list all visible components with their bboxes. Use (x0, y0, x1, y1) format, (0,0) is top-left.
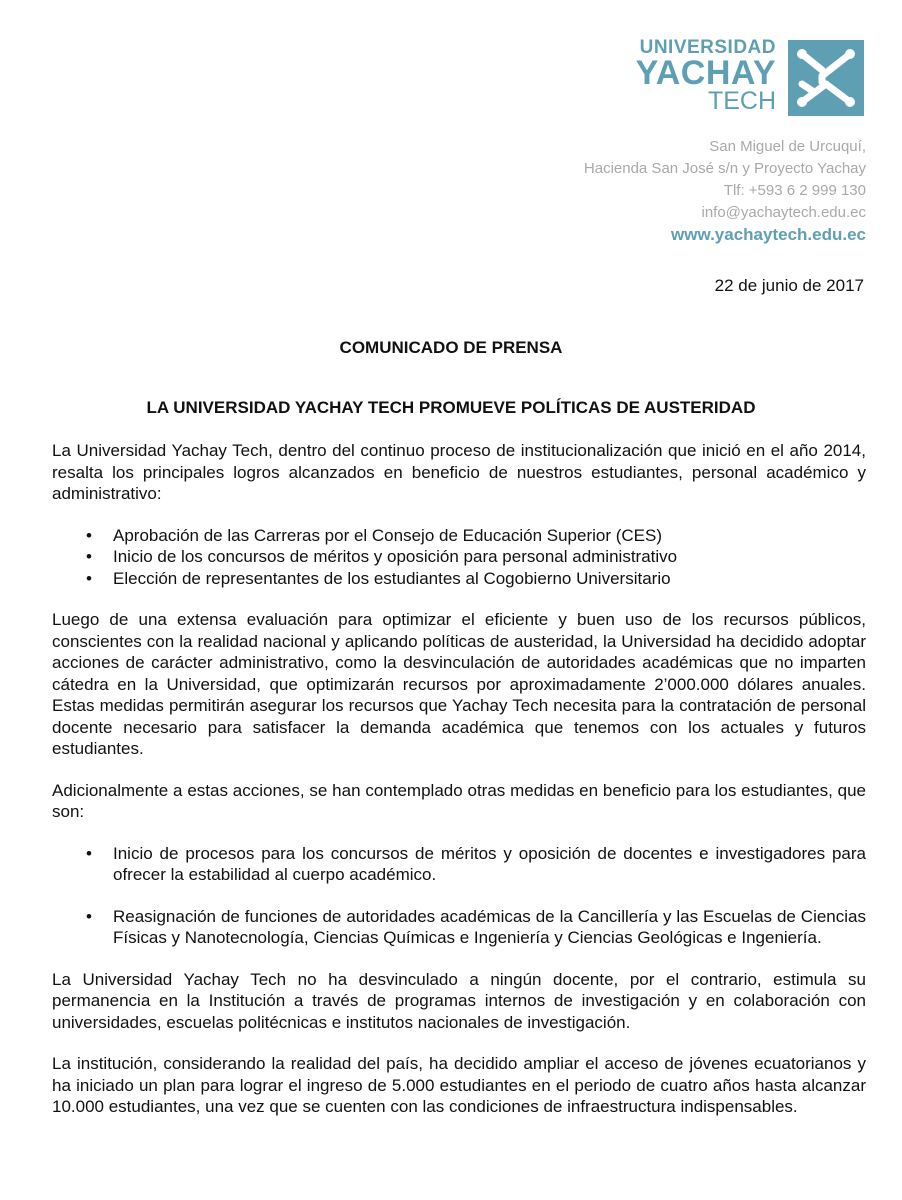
paragraph-no-dismissal: La Universidad Yachay Tech no ha desvinculado a ningún docente, por el contrario, estimula su permanencia en la Institución a través de programas internos de investigación y en colaboración con universidades, escuelas politécnicas e institutos nacionales de investigación. (52, 969, 866, 1032)
list-item: • Aprobación de las Carreras por el Consejo de Educación Superior (CES) (52, 525, 866, 547)
paragraph-evaluation: Luego de una extensa evaluación para optimizar el eficiente y buen uso de los recursos públicos, conscientes con la realidad nacional y aplicando políticas de austeridad, la Universidad ha decidido adoptar acciones de carácter administrativo, como la desvinculación de autoridades académicas que no imparten cátedra en la Universidad, que optimizarán recursos por aproximadamente 2’000.000 dólares anuales. Estas medidas permitirán asegurar los recursos que Yachay Tech necesita para la contratación de personal docente necesario para satisfacer la demanda académica que tenemos con los actuales y futuros estudiantes. (52, 610, 866, 758)
document-body (52, 440, 866, 1138)
contact-address-line-2: Hacienda San José s/n y Proyecto Yachay (583, 160, 866, 177)
logo-line-universidad: UNIVERSIDAD (639, 37, 776, 58)
contact-email[interactable]: info@yachaytech.edu.ec (701, 204, 866, 221)
logo-line-yachay: YACHAY (635, 54, 776, 92)
paragraph-additional: Adicionalmente a estas acciones, se han contemplado otras medidas en beneficio para los estudiantes, que son: (52, 780, 866, 821)
list-item: • Inicio de procesos para los concursos de méritos y oposición de docentes e investigadores para ofrecer la estabilidad al cuerpo académico. (52, 843, 866, 886)
university-logo (604, 38, 864, 114)
press-release-label: COMUNICADO DE PRENSA (339, 338, 563, 357)
logo-wordmark (636, 38, 776, 114)
list-item: • Inicio de los concursos de méritos y oposición para personal administrativo (52, 546, 866, 568)
list-item: • Elección de representantes de los estudiantes al Cogobierno Universitario (52, 568, 866, 590)
contact-block (584, 136, 866, 246)
contact-address-line-1: San Miguel de Urcuquí, (709, 138, 866, 155)
contact-website-link[interactable]: www.yachaytech.edu.ec (671, 225, 866, 244)
measures-list (52, 843, 866, 949)
logo-line-tech: TECH (707, 87, 776, 115)
document-headline: LA UNIVERSIDAD YACHAY TECH PROMUEVE POLÍTICAS DE AUSTERIDAD (146, 398, 756, 417)
achievements-list (52, 525, 866, 590)
yachay-emblem-icon (788, 40, 864, 116)
paragraph-intro: La Universidad Yachay Tech, dentro del continuo proceso de institucionalización que inició en el año 2014, resalta los principales logros alcanzados en beneficio de nuestros estudiantes, personal académico y administrativo: (52, 441, 866, 503)
document-date: 22 de junio de 2017 (714, 276, 864, 295)
contact-phone: Tlf: +593 6 2 999 130 (723, 182, 866, 199)
paragraph-access: La institución, considerando la realidad del país, ha decidido ampliar el acceso de jóvenes ecuatorianos y ha iniciado un plan para lograr el ingreso de 5.000 estudiantes en el periodo de cuatro años hasta alcanzar 10.000 estudiantes, una vez que se cuenten con las condiciones de infraestructura indispensables. (52, 1054, 866, 1116)
list-item: • Reasignación de funciones de autoridades académicas de la Cancillería y las Escuelas de Ciencias Físicas y Nanotecnología, Ciencias Químicas e Ingeniería y Ciencias Geológicas e Ingeniería. (52, 906, 866, 949)
